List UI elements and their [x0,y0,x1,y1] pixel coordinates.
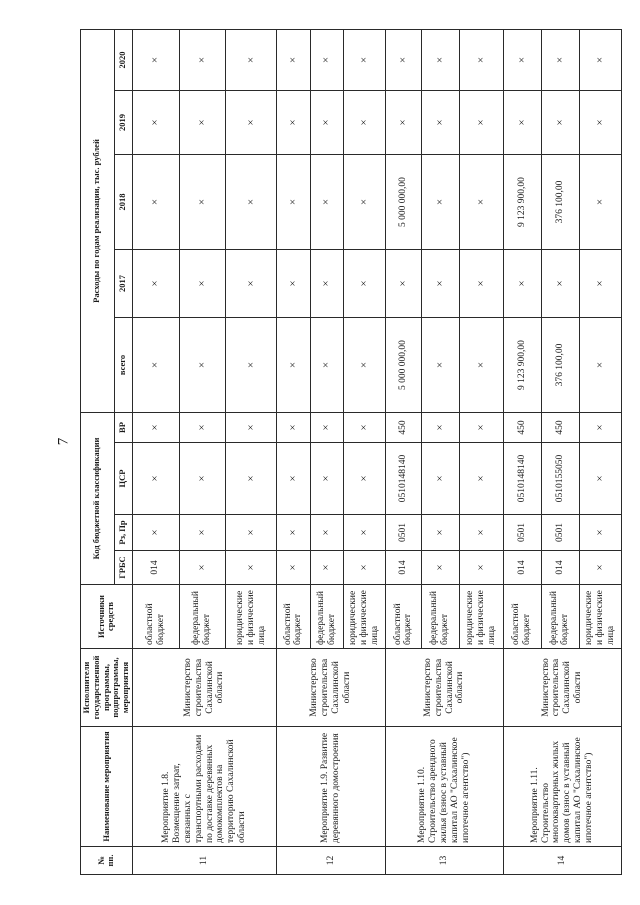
cell-2018: 5 000 000,00 [386,155,422,250]
cell-rzpr: × [343,515,385,551]
cell-2018: × [459,155,503,250]
cell-source: областной бюджет [386,585,422,649]
cell-2017: × [343,250,385,318]
header-vr: ВР [114,413,132,443]
cell-2020: × [503,29,541,90]
cell-2019: × [310,91,343,155]
cell-source: федеральный бюджет [421,585,459,649]
cell-2020: × [277,29,310,90]
row-name: Мероприятие 1.8. Возмещение затрат, связанных с транспортными расходами по доставке деревянных домокомплектов на территорию Сахалинской области [132,727,276,847]
header-sources: Источники средств [81,585,133,649]
cell-2019: × [541,91,579,155]
row-name: Мероприятие 1.10. Строительство арендного жилья (взнос в уставный капитал АО "Сахалинское ипотечное агентство") [386,727,504,847]
cell-vr: × [277,413,310,443]
cell-2019: × [579,91,621,155]
cell-total: × [421,318,459,413]
cell-2017: × [386,250,422,318]
cell-vr: × [179,413,226,443]
cell-rzpr: 0501 [541,515,579,551]
cell-2018: × [579,155,621,250]
header-total: всего [114,318,132,413]
program-table [80,29,622,875]
cell-csr: × [226,443,277,515]
cell-vr: 450 [386,413,422,443]
cell-rzpr: × [459,515,503,551]
cell-source: областной бюджет [132,585,179,649]
row-executor: Министерство строительства Сахалинской области [503,649,621,727]
header-2019: 2019 [114,91,132,155]
cell-2020: × [179,29,226,90]
cell-2017: × [579,250,621,318]
cell-grbs: × [579,551,621,585]
cell-2017: × [226,250,277,318]
cell-total: × [179,318,226,413]
cell-grbs: × [226,551,277,585]
cell-2019: × [421,91,459,155]
cell-2017: × [421,250,459,318]
cell-grbs: 014 [386,551,422,585]
cell-csr: 0510148140 [503,443,541,515]
cell-2018: × [277,155,310,250]
cell-source: областной бюджет [277,585,310,649]
cell-source: федеральный бюджет [179,585,226,649]
cell-2017: × [132,250,179,318]
cell-grbs: × [179,551,226,585]
cell-vr: × [310,413,343,443]
cell-rzpr: × [277,515,310,551]
cell-source: областной бюджет [503,585,541,649]
cell-2018: × [132,155,179,250]
cell-total: × [226,318,277,413]
row-num: 14 [503,847,621,875]
cell-vr: × [132,413,179,443]
row-num: 12 [277,847,386,875]
cell-grbs: × [459,551,503,585]
cell-2019: × [386,91,422,155]
cell-2017: × [310,250,343,318]
table-row [132,29,179,874]
cell-total: 376 100,00 [541,318,579,413]
cell-source: юридические и физические лица [343,585,385,649]
cell-2017: × [179,250,226,318]
cell-2020: × [541,29,579,90]
cell-source: юридические и физические лица [226,585,277,649]
cell-rzpr: × [179,515,226,551]
cell-total: × [310,318,343,413]
cell-grbs: × [310,551,343,585]
header-name: Наименование мероприятия [81,727,133,847]
cell-csr: × [132,443,179,515]
cell-2017: × [503,250,541,318]
cell-2020: × [310,29,343,90]
cell-2019: × [277,91,310,155]
cell-total: × [459,318,503,413]
row-num: 11 [132,847,276,875]
cell-grbs: × [343,551,385,585]
cell-2018: 9 123 900,00 [503,155,541,250]
cell-rzpr: × [226,515,277,551]
cell-2019: × [132,91,179,155]
cell-rzpr: × [579,515,621,551]
cell-rzpr: × [132,515,179,551]
row-executor: Министерство строительства Сахалинской области [132,649,276,727]
header-grbs: ГРБС [114,551,132,585]
cell-vr: × [226,413,277,443]
cell-vr: × [579,413,621,443]
cell-vr: × [421,413,459,443]
header-rzpr: Рз, Пр [114,515,132,551]
cell-2019: × [503,91,541,155]
header-2020: 2020 [114,29,132,90]
cell-total: × [579,318,621,413]
cell-source: юридические и физические лица [579,585,621,649]
cell-grbs: × [421,551,459,585]
cell-source: федеральный бюджет [541,585,579,649]
header-2018: 2018 [114,155,132,250]
cell-vr: 450 [541,413,579,443]
header-num: № пп. [81,847,133,875]
row-executor: Министерство строительства Сахалинской области [277,649,386,727]
page-number: 7 [55,437,72,446]
cell-vr: 450 [503,413,541,443]
cell-2018: 376 100,00 [541,155,579,250]
cell-2019: × [343,91,385,155]
cell-2018: × [179,155,226,250]
cell-rzpr: 0501 [503,515,541,551]
cell-2017: × [277,250,310,318]
cell-2018: × [343,155,385,250]
cell-2019: × [179,91,226,155]
cell-csr: × [421,443,459,515]
header-2017: 2017 [114,250,132,318]
cell-rzpr: 0501 [386,515,422,551]
cell-2018: × [226,155,277,250]
cell-2020: × [343,29,385,90]
cell-rzpr: × [310,515,343,551]
header-budget-codes: Код бюджетной классификации [81,413,115,585]
cell-2018: × [310,155,343,250]
row-executor: Министерство строительства Сахалинской области [386,649,504,727]
cell-source: федеральный бюджет [310,585,343,649]
cell-vr: × [459,413,503,443]
cell-total: 5 000 000,00 [386,318,422,413]
cell-csr: × [277,443,310,515]
header-csr: ЦСР [114,443,132,515]
cell-source: юридические и физические лица [459,585,503,649]
cell-rzpr: × [421,515,459,551]
row-name: Мероприятие 1.9. Развитие деревянного домостроения [277,727,386,847]
cell-csr: 0510155050 [541,443,579,515]
cell-grbs: × [277,551,310,585]
table-row [386,29,422,874]
cell-csr: × [310,443,343,515]
cell-total: × [343,318,385,413]
cell-csr: × [179,443,226,515]
cell-grbs: 014 [541,551,579,585]
row-name: Мероприятие 1.11. Строительство многоквартирных жилых домов (взнос в уставный капитал АО "Сахалинское ипотечное агентство") [503,727,621,847]
cell-2020: × [579,29,621,90]
header-expenses: Расходы по годам реализации, тыс. рублей [81,29,115,412]
cell-csr: × [579,443,621,515]
cell-csr: 0510148140 [386,443,422,515]
cell-total: × [277,318,310,413]
header-executor: Исполнители государственной программы, подпрограммы, мероприятия [81,649,133,727]
table-rotated-wrapper [80,30,616,875]
table-row [503,29,541,874]
cell-vr: × [343,413,385,443]
cell-2020: × [132,29,179,90]
cell-2017: × [459,250,503,318]
cell-total: 9 123 900,00 [503,318,541,413]
cell-2017: × [541,250,579,318]
cell-2019: × [459,91,503,155]
cell-2020: × [459,29,503,90]
row-num: 13 [386,847,504,875]
cell-grbs: 014 [503,551,541,585]
cell-2019: × [226,91,277,155]
cell-grbs: 014 [132,551,179,585]
cell-2018: × [421,155,459,250]
cell-csr: × [343,443,385,515]
cell-2020: × [386,29,422,90]
cell-csr: × [459,443,503,515]
cell-2020: × [421,29,459,90]
table-row [277,29,310,874]
cell-total: × [132,318,179,413]
cell-2020: × [226,29,277,90]
